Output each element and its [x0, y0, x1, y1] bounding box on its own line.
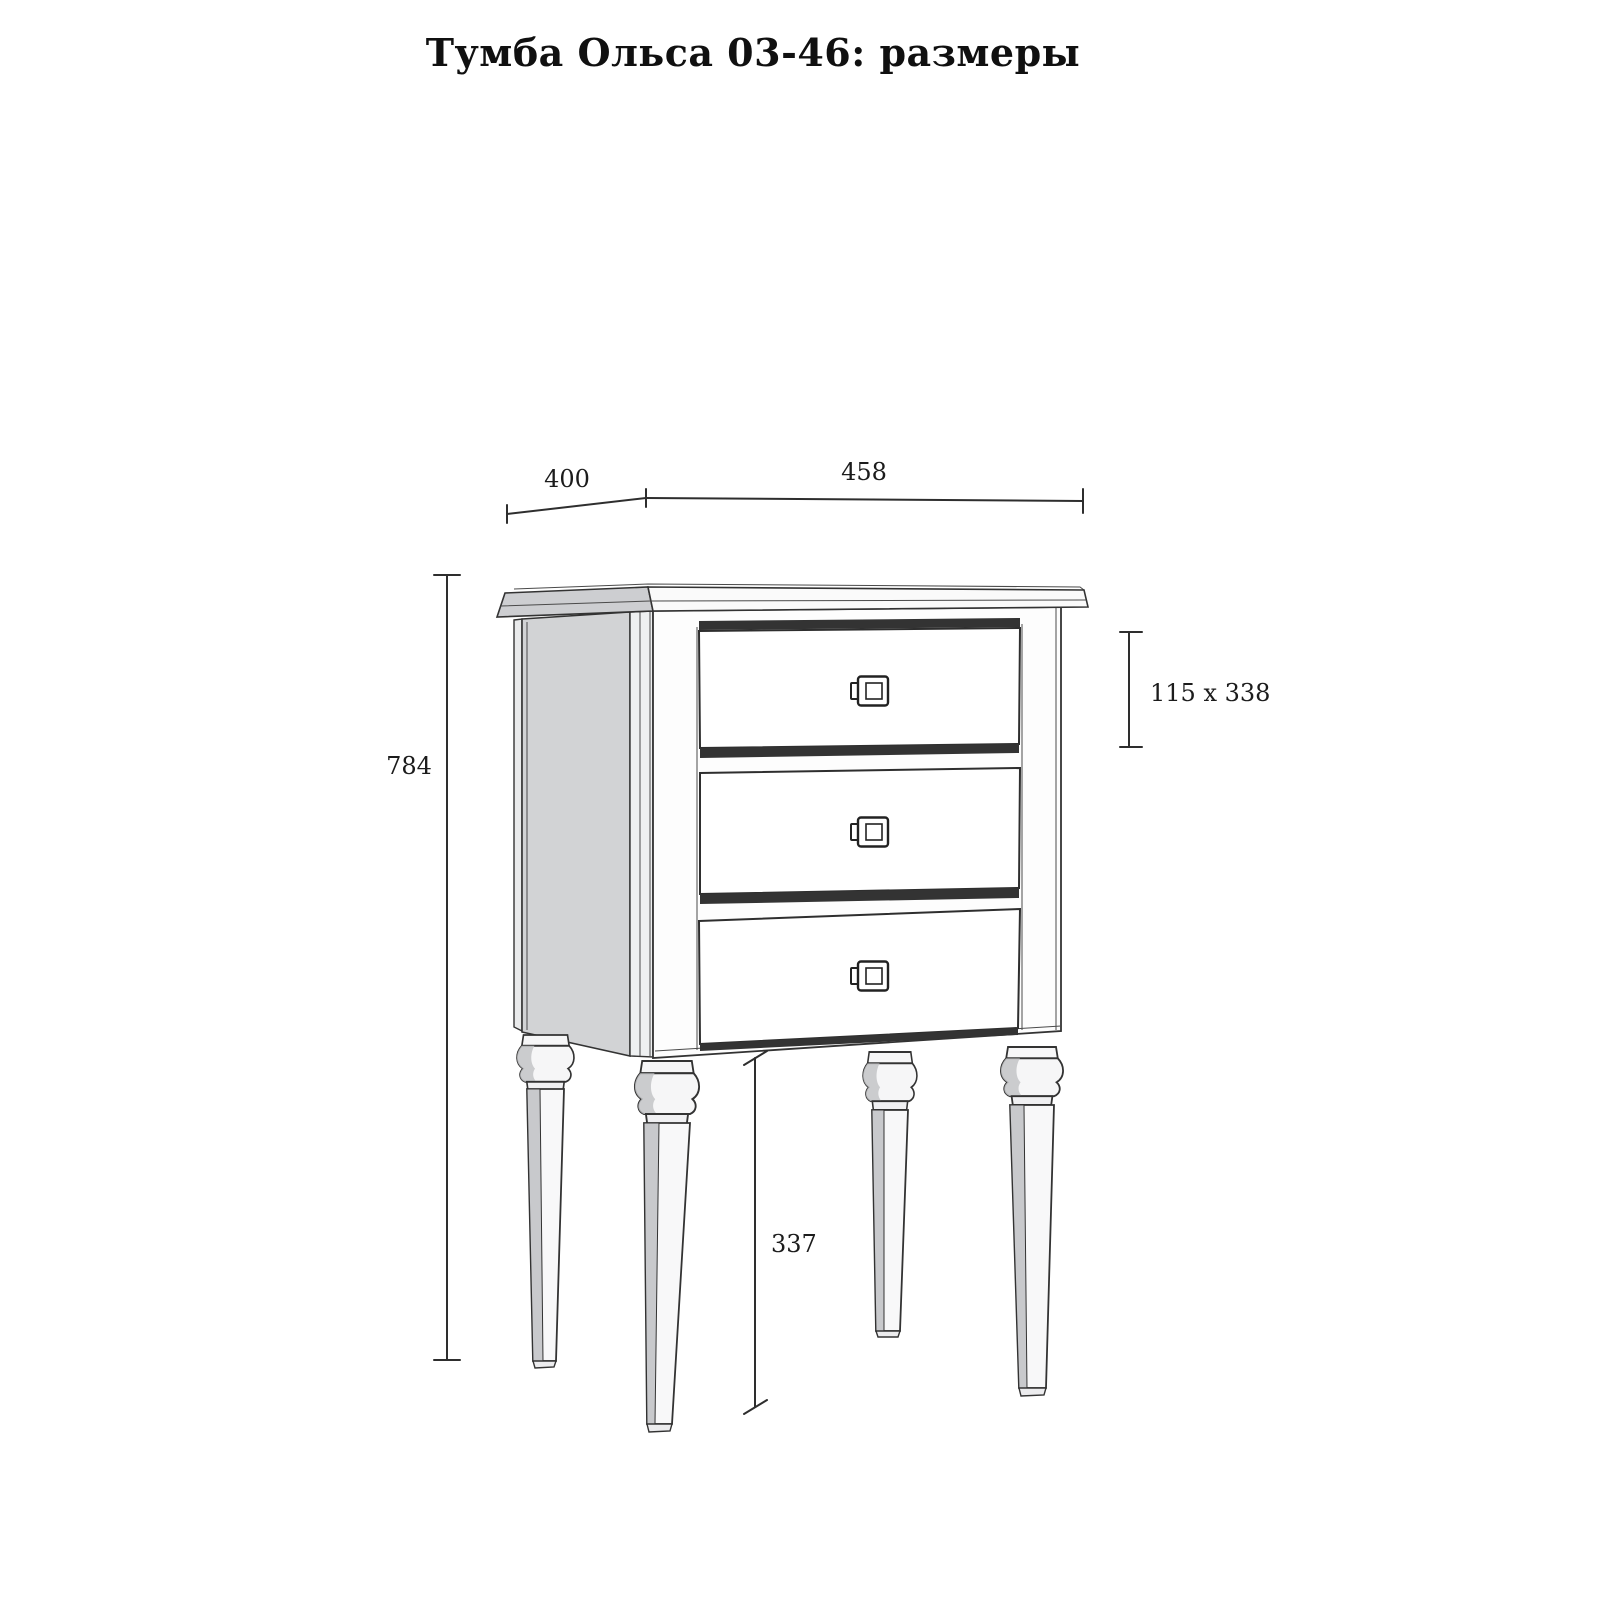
cabinet: [497, 584, 1088, 1432]
dim-depth: [507, 465, 646, 523]
dim-height: [386, 575, 460, 1360]
page-title: Тумба Ольса 03-46: размеры: [425, 30, 1081, 75]
dim-leg-height-label: 337: [771, 1230, 817, 1258]
leg-back-left: [517, 1035, 574, 1368]
dim-width-label: 458: [841, 458, 887, 486]
dim-height-label: 784: [386, 752, 432, 780]
leg-front-left: [635, 1061, 699, 1432]
dim-leg-height: [744, 1051, 817, 1414]
dim-width: [646, 458, 1083, 513]
dim-drawer-front: [1120, 632, 1270, 747]
dim-depth-label: 400: [544, 465, 590, 493]
leg-front-right: [1001, 1047, 1063, 1396]
drawers: [699, 618, 1020, 1051]
side-panel: [514, 611, 653, 1057]
leg-back-right: [863, 1052, 917, 1337]
dim-drawer-front-label: 115 x 338: [1150, 679, 1271, 707]
